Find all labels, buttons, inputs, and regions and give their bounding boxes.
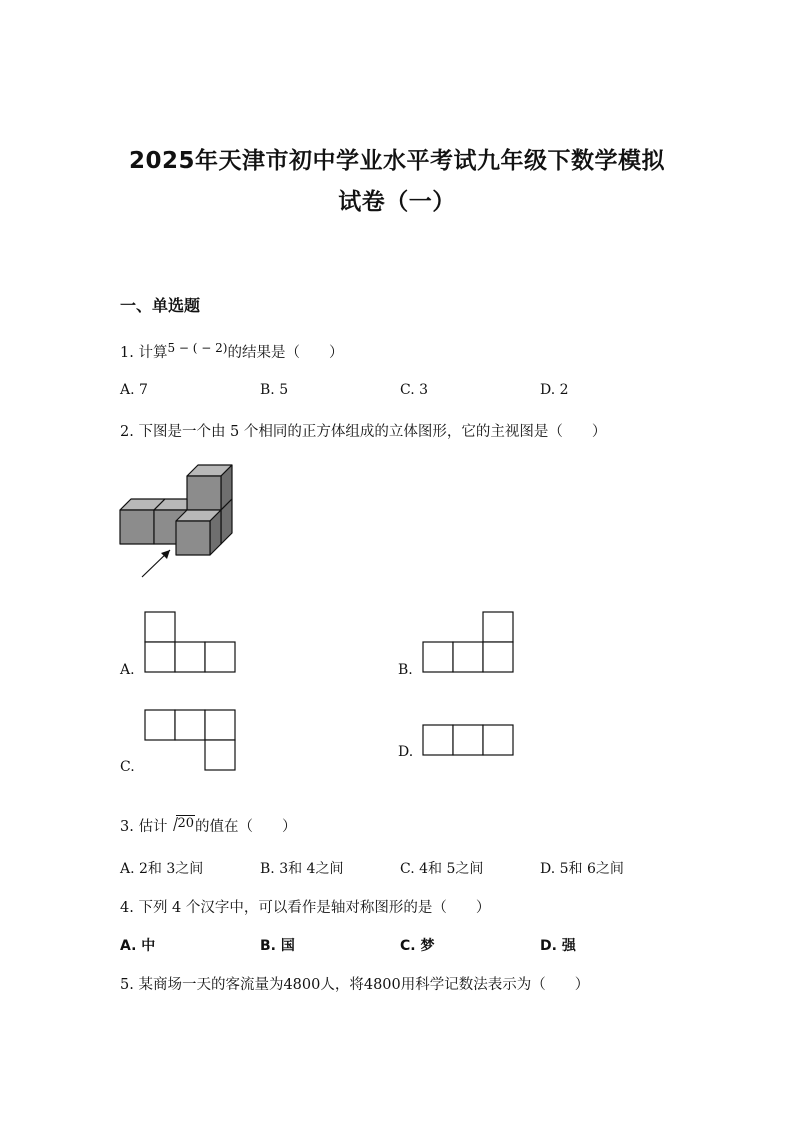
q1-option-d[interactable]: D. 2 xyxy=(540,382,569,398)
q3-option-d[interactable]: D. 5和 6之间 xyxy=(540,861,624,877)
q2-option-a-figure[interactable] xyxy=(145,612,237,674)
section-heading: 一、单选题 xyxy=(120,296,201,315)
q2-option-c-label[interactable]: C. xyxy=(120,759,135,775)
q4-option-d[interactable]: D. 强 xyxy=(540,938,576,954)
q2-option-b-figure[interactable] xyxy=(423,612,515,674)
question-1 xyxy=(120,341,343,362)
page-title-line-1: 2025年天津市初中学业水平考试九年级下数学模拟 xyxy=(128,148,665,174)
q4-option-b[interactable]: B. 国 xyxy=(260,938,295,954)
page-title-line-2: 试卷（一） xyxy=(338,189,456,215)
q2-option-b-label[interactable]: B. xyxy=(398,662,413,678)
question-1-suffix: 的结果是（ ） xyxy=(227,345,344,361)
q1-option-c[interactable]: C. 3 xyxy=(400,382,429,398)
question-1-prefix: 1. 计算 xyxy=(120,345,168,361)
question-3-prefix: 3. 估计 xyxy=(120,819,168,835)
q1-option-a[interactable]: A. 7 xyxy=(120,382,148,398)
question-1-expression: 5 − ( − 2) xyxy=(167,341,228,355)
q4-option-c[interactable]: C. 梦 xyxy=(400,938,435,954)
sqrt-expression xyxy=(167,816,195,831)
q2-option-d-label[interactable]: D. xyxy=(398,744,414,760)
question-3 xyxy=(120,815,297,836)
cube-left-front-face xyxy=(120,510,154,544)
q2-option-c-figure[interactable] xyxy=(145,710,237,772)
cube-solid-figure xyxy=(118,462,248,582)
q3-option-a[interactable]: A. 2和 3之间 xyxy=(120,861,204,877)
cube-front-front-face xyxy=(176,521,210,555)
q1-option-b[interactable]: B. 5 xyxy=(260,382,289,398)
question-5: 5. 某商场一天的客流量为4800人，将4800用科学记数法表示为（ ） xyxy=(120,977,590,993)
cube-upper-front-face xyxy=(187,476,221,510)
q4-option-a[interactable]: A. 中 xyxy=(120,938,156,954)
question-4: 4. 下列 4 个汉字中，可以看作是轴对称图形的是（ ） xyxy=(120,900,491,916)
q2-option-a-label[interactable]: A. xyxy=(120,662,135,678)
sqrt-radicand: 20 xyxy=(177,816,194,831)
question-3-suffix: 的值在（ ） xyxy=(195,819,297,835)
q3-option-c[interactable]: C. 4和 5之间 xyxy=(400,861,484,877)
q2-option-d-figure[interactable] xyxy=(423,725,515,757)
q3-option-b[interactable]: B. 3和 4之间 xyxy=(260,861,344,877)
question-2: 2. 下图是一个由 5 个相同的正方体组成的立体图形，它的主视图是（ ） xyxy=(120,424,607,440)
